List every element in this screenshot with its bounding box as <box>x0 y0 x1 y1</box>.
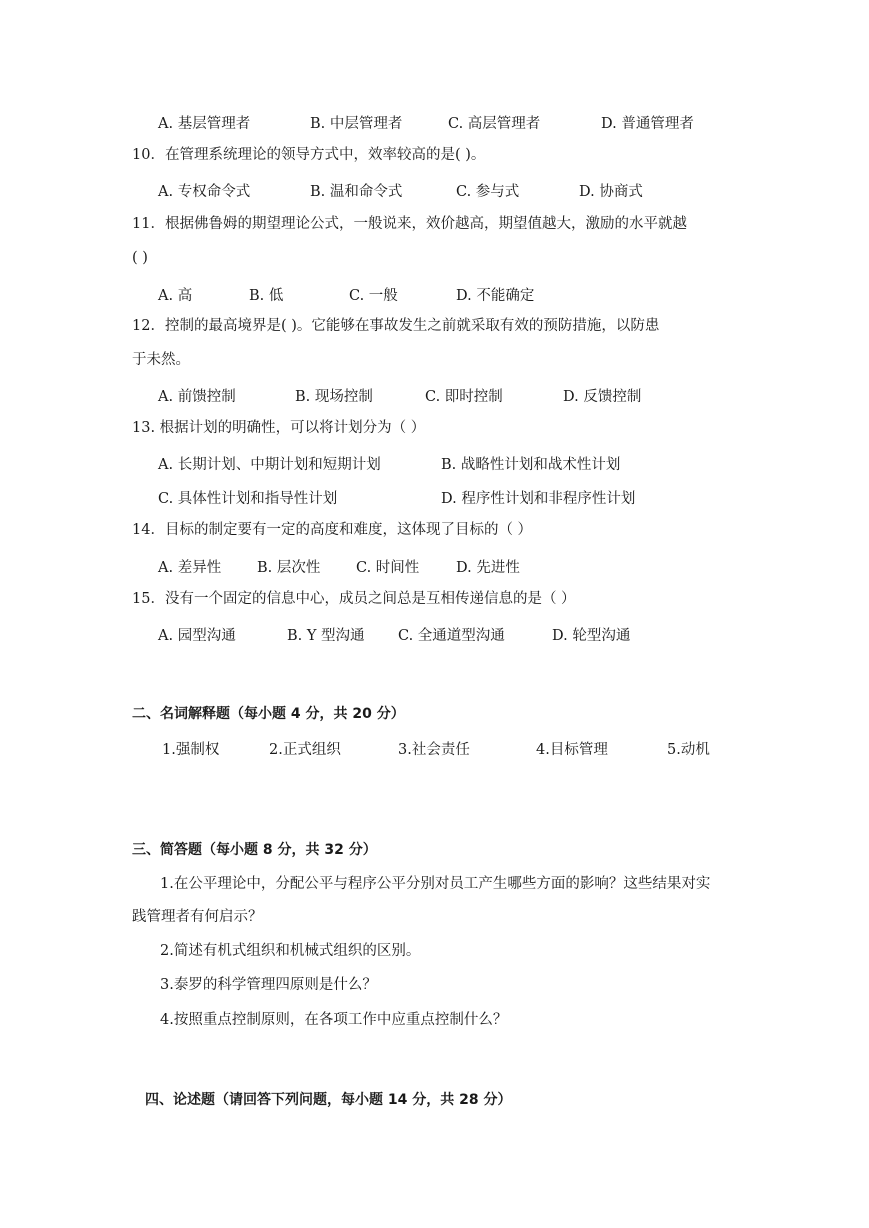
q10-option-c: C. 参与式 <box>456 184 520 200</box>
q15-text: 15．没有一个固定的信息中心，成员之间总是互相传递信息的是（ ） <box>132 591 576 607</box>
q13-option-b: B. 战略性计划和战术性计划 <box>441 457 621 473</box>
q9-option-a: A. 基层管理者 <box>158 116 251 132</box>
q13-option-d: D. 程序性计划和非程序性计划 <box>441 491 636 507</box>
q9-option-b: B. 中层管理者 <box>310 116 403 132</box>
section3-item-1: 1.在公平理论中，分配公平与程序公平分别对员工产生哪些方面的影响？这些结果对实 <box>160 876 711 892</box>
q11-text: 11．根据佛鲁姆的期望理论公式，一般说来，效价越高，期望值越大，激励的水平就越 <box>132 216 687 232</box>
section4-title: 四、论述题（请回答下列问题，每小题 14 分，共 28 分） <box>145 1092 512 1108</box>
q12-option-a: A. 前馈控制 <box>158 389 236 405</box>
section3-item-1-cont: 践管理者有何启示？ <box>132 909 263 925</box>
q13-option-a: A. 长期计划、中期计划和短期计划 <box>158 457 381 473</box>
q9-option-c: C. 高层管理者 <box>448 116 541 132</box>
q10-option-b: B. 温和命令式 <box>310 184 403 200</box>
q11-option-c: C. 一般 <box>349 288 398 304</box>
q12-text: 12．控制的最高境界是( )。它能够在事故发生之前就采取有效的预防措施，以防患 <box>132 318 660 334</box>
term-item: 1.强制权 <box>162 742 220 758</box>
q12-option-b: B. 现场控制 <box>295 389 373 405</box>
q15-option-a: A. 园型沟通 <box>158 628 236 644</box>
q14-option-a: A. 差异性 <box>158 560 222 576</box>
term-item: 5.动机 <box>667 742 710 758</box>
q15-option-d: D. 轮型沟通 <box>552 628 631 644</box>
section2-title: 二、名词解释题（每小题 4 分，共 20 分） <box>132 706 405 722</box>
q14-option-d: D. 先进性 <box>456 560 520 576</box>
q14-option-c: C. 时间性 <box>356 560 420 576</box>
term-item: 2.正式组织 <box>269 742 341 758</box>
section3-item-4: 4.按照重点控制原则，在各项工作中应重点控制什么？ <box>160 1012 508 1028</box>
q11-option-b: B. 低 <box>249 288 284 304</box>
q12-option-d: D. 反馈控制 <box>563 389 642 405</box>
q10-option-a: A. 专权命令式 <box>158 184 251 200</box>
term-item: 3.社会责任 <box>398 742 470 758</box>
q15-option-b: B. Y 型沟通 <box>287 628 365 644</box>
q11-text-cont: ( ) <box>132 250 148 266</box>
q10-text: 10．在管理系统理论的领导方式中，效率较高的是( )。 <box>132 147 486 163</box>
q11-option-a: A. 高 <box>158 288 193 304</box>
q14-option-b: B. 层次性 <box>257 560 321 576</box>
q12-option-c: C. 即时控制 <box>425 389 503 405</box>
q14-text: 14．目标的制定要有一定的高度和难度，这体现了目标的（ ） <box>132 522 533 538</box>
q12-text-cont: 于未然。 <box>132 352 190 368</box>
q11-option-d: D. 不能确定 <box>456 288 535 304</box>
q10-option-d: D. 协商式 <box>579 184 643 200</box>
section3-item-3: 3.泰罗的科学管理四原则是什么？ <box>160 977 377 993</box>
q9-option-d: D. 普通管理者 <box>601 116 694 132</box>
q13-option-c: C. 具体性计划和指导性计划 <box>158 491 338 507</box>
q15-option-c: C. 全通道型沟通 <box>398 628 505 644</box>
section3-title: 三、简答题（每小题 8 分，共 32 分） <box>132 842 377 858</box>
q13-text: 13. 根据计划的明确性，可以将计划分为（ ） <box>132 420 426 436</box>
section3-item-2: 2.简述有机式组织和机械式组织的区别。 <box>160 943 421 959</box>
term-item: 4.目标管理 <box>536 742 608 758</box>
